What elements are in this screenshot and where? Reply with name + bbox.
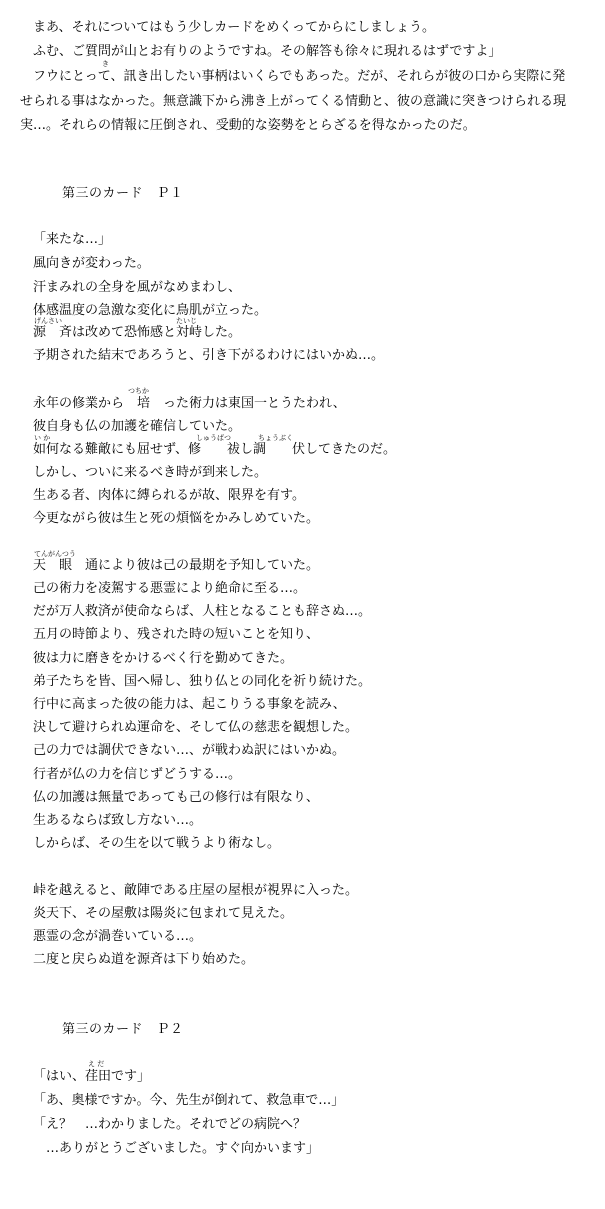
s2-line-2: 「あ、奥様ですか。今、先生が倒れて、救急車で…」 [33, 1093, 345, 1108]
s1-line-23: 仏の加護は無量であっても己の修行は有限なり、 [33, 790, 319, 805]
s2-line-4: …ありがとうございました。すぐ向かいます」 [33, 1141, 320, 1156]
s1-line-12: 今更ながら彼は生と死の煩悩をかみしめていた。 [33, 511, 320, 526]
s1-line-28: 悪霊の念が渦巻いている…。 [33, 929, 203, 944]
s1-line-10: しかし、ついに来るべき時が到来した。 [33, 465, 268, 480]
s1-line-13: 天 眼 通により彼は己の最期を予知していた。 [33, 558, 320, 573]
s1-line-2: 風向きが変わった。 [33, 256, 150, 271]
s1-line-7: 永年の修業から 培 った術力は東国一とうたわれ、 [33, 396, 346, 411]
s1-line-26: 峠を越えると、敵陣である庄屋の屋根が視界に入った。 [33, 883, 359, 898]
s1-line-11: 生ある者、肉体に縛られるが故、限界を有す。 [33, 488, 305, 503]
s1-line-3: 汗まみれの全身を風がなめまわし、 [33, 280, 242, 295]
section2-heading: 第三のカード Ｐ２ [62, 1022, 184, 1037]
ruby-tsuchika: つちか [128, 387, 149, 395]
intro-line-3: フウにとって、訊き出したい事柄はいくらでもあった。だが、それらが彼の口から実際に発 [20, 69, 566, 84]
ruby-tengantsuu: てんがんつう [34, 550, 76, 558]
ruby-choubuku: ちょうぶく [258, 434, 293, 442]
s1-line-20: 決して避けられぬ運命を、そして仏の慈悲を観想した。 [33, 720, 359, 735]
s1-line-17: 彼は力に磨きをかけるべく行を勤めてきた。 [33, 651, 294, 666]
s1-line-5: 源 斉は改めて恐怖感と対峙した。 [33, 325, 242, 340]
s1-line-29: 二度と戻らぬ道を源斉は下り始めた。 [33, 952, 255, 967]
s1-line-6: 予期された結末であろうと、引き下がるわけにはいかぬ…。 [33, 348, 385, 363]
s1-line-14: 己の術力を凌駕する悪霊により絶命に至る…。 [33, 581, 307, 596]
ruby-taiji: たいじ [176, 317, 197, 325]
s1-line-22: 行者が仏の力を信じずどうする…。 [33, 767, 242, 782]
intro-line-1: まあ、それについてはもう少しカードをめくってからにしましょう。 [20, 20, 435, 35]
section1-heading: 第三のカード Ｐ１ [62, 186, 184, 201]
ruby-ki: き [102, 60, 109, 68]
s2-line-1: 「はい、荏田です」 [33, 1069, 151, 1084]
ruby-eda: え だ [88, 1060, 105, 1068]
intro-line-5: 実…。それらの情報に圧倒され、受動的な姿勢をとらざるを得なかったのだ。 [20, 118, 476, 133]
s1-line-27: 炎天下、その屋敷は陽炎に包まれて見えた。 [33, 906, 294, 921]
s2-line-3: 「え？ …わかりました。それでどの病院へ？ [33, 1117, 307, 1132]
s1-line-24: 生あるならば致し方ない…。 [33, 813, 203, 828]
s1-line-9: 如何なる難敵にも屈せず、修 祓し調 伏してきたのだ。 [33, 442, 396, 457]
s1-line-4: 体感温度の急激な変化に鳥肌が立った。 [33, 303, 268, 318]
ruby-gensai: げんさい [34, 317, 62, 325]
intro-line-2: ふむ、ご質問が山とお有りのようですね。その解答も徐々に現れるはずですよ」 [20, 44, 502, 59]
s1-line-25: しからば、その生を以て戦うより術なし。 [33, 836, 281, 851]
s1-line-16: 五月の時節より、残された時の短いことを知り、 [33, 627, 320, 642]
ruby-ikaga: い か [34, 434, 51, 442]
s1-line-21: 己の力では調伏できない…、が戦わぬ訳にはいかぬ。 [33, 743, 346, 758]
s1-line-1: 「来たな…」 [33, 232, 112, 247]
ruby-shubatsu: しゅうばつ [196, 434, 231, 442]
s1-line-19: 行中に高まった彼の能力は、起こりうる事象を読み、 [33, 697, 346, 712]
intro-line-4: せられる事はなかった。無意識下から沸き上がってくる情動と、彼の意識に突きつけられる現 [20, 94, 567, 109]
s1-line-15: だが万人救済が使命ならば、人柱となることも辞さぬ…。 [33, 604, 372, 619]
s1-line-8: 彼自身も仏の加護を確信していた。 [33, 419, 242, 434]
s1-line-18: 弟子たちを皆、国へ帰し、独り仏との同化を祈り続けた。 [33, 674, 372, 689]
